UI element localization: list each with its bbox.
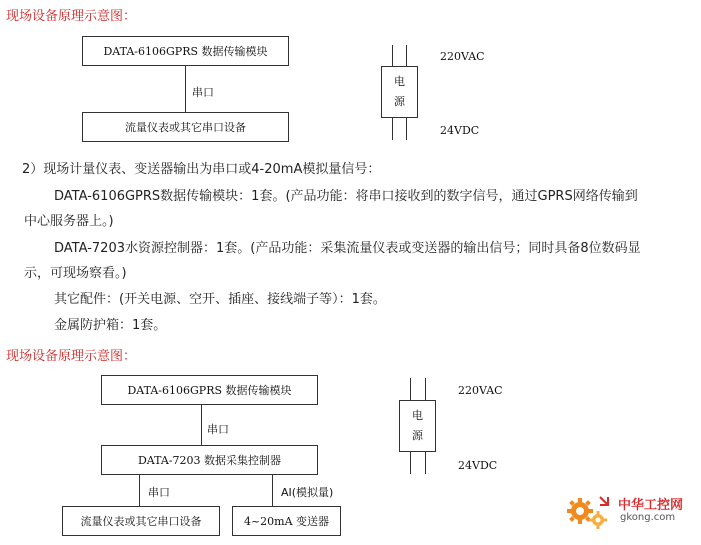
section2-heading: 现场设备原理示意图： xyxy=(6,349,137,364)
controller-box xyxy=(101,445,318,475)
power-supply-box-1 xyxy=(381,66,418,118)
connector-line-left xyxy=(139,475,140,506)
gprs-module-label-2: DATA-6106GPRS 数据传输模块 xyxy=(127,384,292,397)
power-wire-in-right-2 xyxy=(425,378,426,400)
meter-device-label-1: 流量仪表或其它串口设备 xyxy=(125,121,246,134)
text-line-1: 2）现场计量仪表、变送器输出为串口或4-20mA模拟量信号： xyxy=(22,162,381,177)
meter-device-box-1 xyxy=(82,112,289,142)
power-char-2b: 源 xyxy=(412,429,423,442)
connector-line-2 xyxy=(201,405,202,445)
transmitter-label: 4~20mA 变送器 xyxy=(243,515,330,528)
power-char-2a: 电 xyxy=(412,409,423,422)
section1-heading: 现场设备原理示意图： xyxy=(6,9,137,24)
serial-label-1: 串口 xyxy=(192,86,214,99)
connector-line-1 xyxy=(185,66,186,112)
serial-label-3: 串口 xyxy=(148,486,170,499)
watermark-text-url: gkong.com xyxy=(620,512,676,523)
power-output-label-2: 24VDC xyxy=(458,459,498,472)
power-char-1b: 源 xyxy=(394,95,405,108)
transmitter-box xyxy=(232,506,341,536)
text-line-4: DATA-7203水资源控制器：1套。(产品功能：采集流量仪表或变送器的输出信号；同时具备8位数码显 xyxy=(54,241,641,256)
gprs-module-box-2 xyxy=(101,375,318,405)
watermark-text-cn: 中华工控网 xyxy=(618,498,684,513)
power-wire-in-left-2 xyxy=(410,378,411,400)
watermark-logo xyxy=(566,491,696,537)
gprs-module-box-1 xyxy=(82,36,289,66)
meter-device-label-2: 流量仪表或其它串口设备 xyxy=(80,515,202,528)
meter-device-box-2 xyxy=(62,506,220,536)
text-line-3: 中心服务器上。) xyxy=(24,214,114,229)
text-line-7: 金属防护箱：1套。 xyxy=(54,318,167,333)
connector-line-right xyxy=(272,475,273,506)
power-input-label-2: 220VAC xyxy=(458,384,503,397)
text-line-5: 示，可现场察看。) xyxy=(24,266,127,281)
gprs-module-label-1: DATA-6106GPRS 数据传输模块 xyxy=(103,45,268,58)
controller-label: DATA-7203 数据采集控制器 xyxy=(137,454,282,467)
power-input-label-1: 220VAC xyxy=(440,50,485,63)
text-line-6: 其它配件：(开关电源、空开、插座、接线端子等）：1套。 xyxy=(54,292,386,307)
analog-label: AI(模拟量) xyxy=(281,486,334,499)
gear-icon xyxy=(566,493,612,533)
power-wire-out-left-1 xyxy=(392,118,393,140)
power-wire-in-left-1 xyxy=(392,45,393,67)
power-wire-in-right-1 xyxy=(406,45,407,67)
text-line-2: DATA-6106GPRS数据传输模块：1套。(产品功能：将串口接收到的数字信号，通过GPRS网络传输到 xyxy=(54,189,638,204)
power-output-label-1: 24VDC xyxy=(440,124,480,137)
power-wire-out-left-2 xyxy=(410,452,411,474)
power-supply-box-2 xyxy=(399,400,436,452)
serial-label-2: 串口 xyxy=(207,423,229,436)
power-wire-out-right-2 xyxy=(425,452,426,474)
power-wire-out-right-1 xyxy=(406,118,407,140)
power-char-1a: 电 xyxy=(394,75,405,88)
